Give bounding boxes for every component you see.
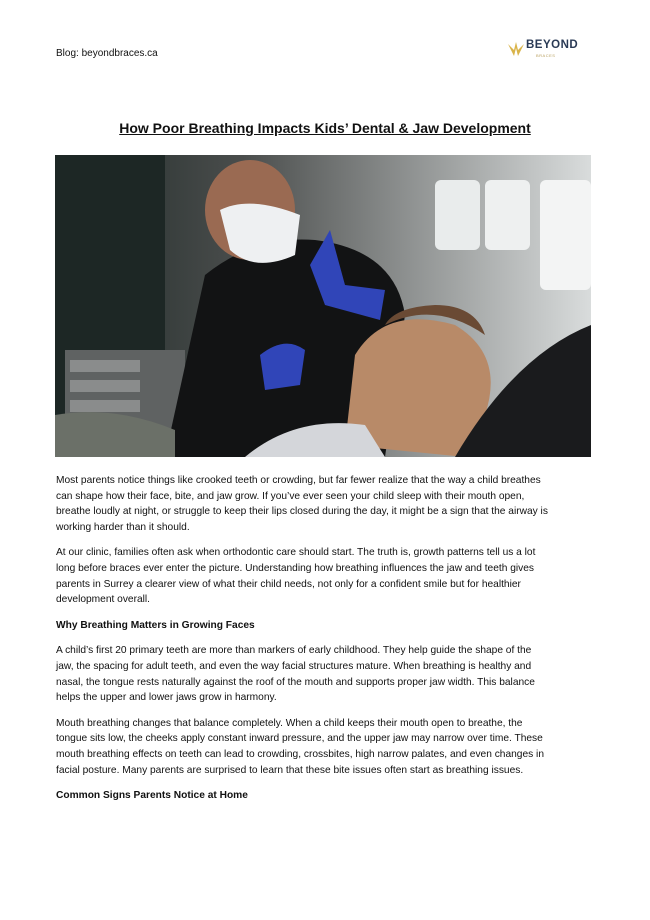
logo-subtext: BRACES xyxy=(536,53,556,58)
blog-label: Blog: beyondbraces.ca xyxy=(56,48,158,59)
article-body xyxy=(56,473,601,814)
text-line: working harder than it should. xyxy=(56,521,190,533)
text-line: nasal, the tongue rests naturally against the roof of the mouth and supports proper jaw width. This balance xyxy=(56,676,535,688)
text-line: parents in Surrey a clearer view of what their child needs, not only for a confident smile but for healthier xyxy=(56,578,521,590)
paragraph-primary-teeth xyxy=(56,643,601,705)
text-line: can shape how their face, bite, and jaw grow. If you’ve ever seen your child sleep with their mouth open, xyxy=(56,490,525,502)
section-heading: Common Signs Parents Notice at Home xyxy=(56,790,248,802)
text-line: development overall. xyxy=(56,594,151,606)
logo-mark-icon xyxy=(506,38,526,60)
page-title: How Poor Breathing Impacts Kids’ Dental & Jaw Development xyxy=(119,120,531,136)
dentist-examining-child-photo xyxy=(55,155,591,457)
text-line: helps the upper and lower jaws grow in harmony. xyxy=(56,692,277,704)
paragraph-clinic xyxy=(56,545,601,607)
text-line: mouth breathing effects on teeth can lead to crowding, crossbites, high narrow palates, and even changes in xyxy=(56,748,544,760)
section-heading: Why Breathing Matters in Growing Faces xyxy=(56,619,255,631)
text-line: Most parents notice things like crooked teeth or crowding, but far fewer realize that the way a child breathes xyxy=(56,475,541,486)
paragraph-mouth-breathing xyxy=(56,716,601,778)
text-line: jaw, the spacing for adult teeth, and even the way facial structures mature. When breathing is healthy and xyxy=(56,660,532,672)
beyond-braces-logo xyxy=(506,38,596,64)
logo-text: BEYOND xyxy=(526,39,579,51)
text-line: Mouth breathing changes that balance completely. When a child keeps their mouth open to breathe, the xyxy=(56,717,523,729)
text-line: tongue sits low, the cheeks apply constant inward pressure, and the upper jaw may narrow over time. These xyxy=(56,733,543,745)
text-line: A child’s first 20 primary teeth are more than markers of early childhood. They help guide the shape of the xyxy=(56,645,532,657)
text-line: facial posture. Many parents are surprised to learn that these bite issues often start as breathing issues. xyxy=(56,764,524,776)
paragraph-intro xyxy=(56,473,601,535)
text-line: breathe loudly at night, or struggle to keep their lips closed during the day, it might be a sign that the airway is xyxy=(56,506,548,518)
text-line: long before braces ever enter the picture. Understanding how breathing influences the jaw and teeth gives xyxy=(56,562,534,574)
text-line: At our clinic, families often ask when orthodontic care should start. The truth is, growth patterns tell us a lot xyxy=(56,547,536,559)
